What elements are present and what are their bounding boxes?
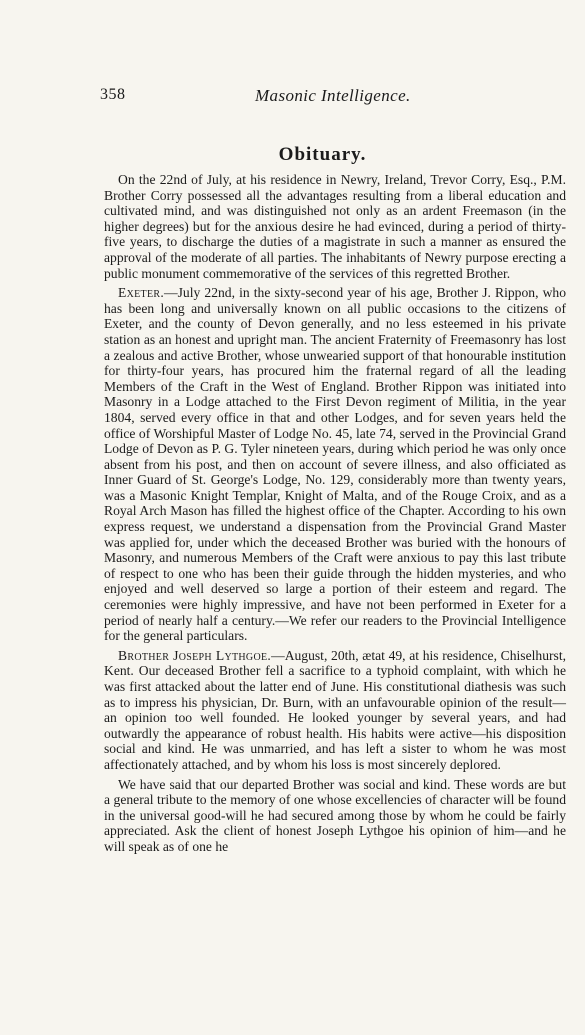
paragraph-lythgoe: [104, 648, 566, 773]
paragraph-text: On the 22nd of July, at his residence in Newry, Ireland, Trevor Corry, Esq., P.M. Brother Corry possessed all the advantages resulting from a liberal education and cultivated mind, and was distinguished not only as an ardent Freemason (in the higher degrees) but for the anxious desire he had evinced, during a period of thirty-five years, to discharge the duties of a magistrate in such a manner as ensured the approval of the moderate of all parties. The inhabitants of Newry purpose erecting a public monument commemorative of the services of this regretted Brother.: [104, 172, 566, 281]
article-body: [104, 172, 566, 859]
paragraph-corry: [104, 172, 566, 281]
paragraph-tribute: [104, 777, 566, 855]
paragraph-text: We have said that our departed Brother was social and kind. These words are but a general tribute to the memory of one whose excellencies of character will be found in the universal good-will he had secured among those by whom he could be fairly appreciated. Ask the client of honest Joseph Lythgoe his opinion of him—and he will speak as of one he: [104, 776, 566, 854]
paragraph-text: —July 22nd, in the sixty-second year of his age, Brother J. Rippon, who has been long and universally known on all public occasions to the citizens of Exeter, and the county of Devon generally, and no less esteemed in his private station as an honest and upright man. The ancient Fraternity of Freemasonry has lost a zealous and active Brother, whose unwearied support of that honourable institution for thirty-four years, has procured him the fraternal regard of all the leading Members of the Craft in the West of England. Brother Rippon was initiated into Masonry in a Lodge attached to the First Devon regiment of Militia, in the year 1804, served every office in that and other Lodges, and for seven years held the office of Worshipful Master of Lodge No. 45, late 74, served in the Provincial Grand Lodge of Devon as P. G. Tyler nineteen years, during which period he was only once absent from his post, and then on account of severe illness, and also officiated as Inner Guard of St. George's Lodge, No. 129, considerably more than twenty years, was a Masonic Knight Templar, Knight of Malta, and of the Rouge Croix, and as a Royal Arch Mason has filled the highest office of the Chapter. According to his own express request, we understand a dispensation from the Provincial Grand Master was applied for, under which the deceased Brother was buried with the honours of Masonry, and numerous Members of the Craft were anxious to pay this last tribute of respect to one who has been their guide through the hidden mysteries, and who enjoyed and well deserved so large a portion of their esteem and regard. The ceremonies were highly impressive, and have not been performed in Exeter for a period of nearly half a century.—We refer our readers to the Provincial Intelligence for the general particulars.: [104, 285, 566, 644]
paragraph-lead: Exeter.: [118, 285, 165, 301]
paragraph-rippon: [104, 285, 566, 644]
running-head: [100, 86, 570, 110]
section-title: Obituary.: [278, 144, 367, 165]
running-title: Masonic Intelligence.: [255, 86, 411, 105]
paragraph-text: —August, 20th, ætat 49, at his residence, Chiselhurst, Kent. Our deceased Brother fell a sacrifice to a typhoid complaint, with which he was first attacked about the latter end of June. His constitutional diathesis was such as to impress his physician, Dr. Burn, with an unfavourable opinion of the result—an opinion too well founded. He looked younger by several years, and had outwardly the appearance of robust health. His habits were active—his disposition social and kind. He was unmarried, and has left a sister to whom he was most affectionately attached, and by whom his loss is most sincerely deplored.: [104, 647, 566, 772]
paragraph-lead: Brother Joseph Lythgoe.: [118, 647, 272, 663]
page-number: 358: [100, 86, 126, 103]
